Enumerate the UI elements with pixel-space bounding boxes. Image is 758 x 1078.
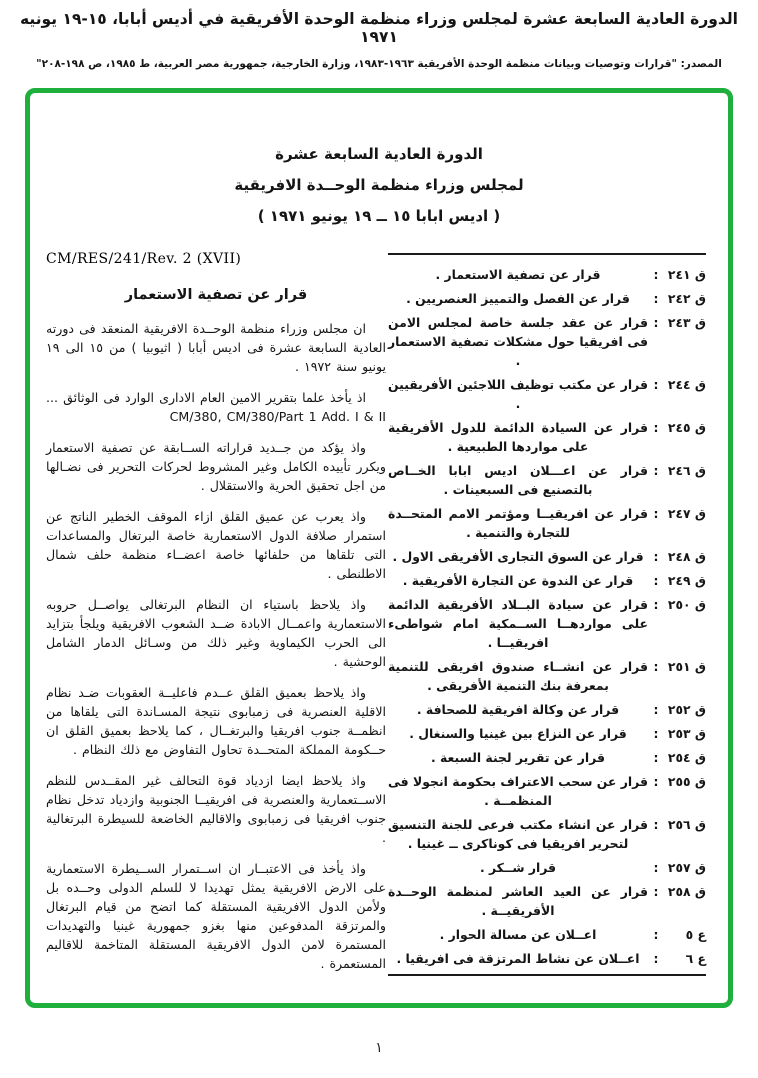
resolution-number: ق ٢٤٤ [667,377,706,392]
resolution-title: قرار عن السوق التجارى الأفريقى الاول . [392,549,644,564]
body-paragraph: واذ يؤكد من جــديد قراراته الســابقة عن تصفية الاستعمار ويكرر تأييده الكامل وغير المشروط لحركات التحرير فى نضـالها من اجل تحقيق الحرية والاستقلال . [46,440,386,493]
separator: : [653,549,659,564]
resolution-title: قرار عن اعـــلان اديس ابابا الخــاص بالتصنيع فى السبعينات . [388,463,648,497]
declaration-title: اعــلان عن مسالة الحوار . [439,927,597,942]
separator: : [653,597,659,612]
source-citation: المصدر: "قرارات وتوصيات وبيانات منظمة الوحدة الأفريقية ١٩٦٣-١٩٨٣، وزارة الخارجية، جمهورية مصر العربية، ط ١٩٨٥، ص ١٩٨-٢٠٨" [36,58,722,70]
index-item [388,949,706,968]
separator: : [653,860,659,875]
resolution-title: قرار عن مكتب توظيف اللاجئين الأفريقيين . [388,377,648,411]
body-paragraph: واذ يعرب عن عميق القلق ازاء الموقف الخطير الناتج عن استمرار صلافة الدول الاستعمارية خاصة البرتغال والمساعدات التى تلقاها من حلفائها خاصة اعضــاء منظمة حلف شمال الاطلنطى . [46,509,386,581]
separator: : [653,267,659,282]
body-paragraph: واذ يأخذ فى الاعتبــار ان اســتمرار الســيطرة الاستعمارية على الارض الافريقية يمثل تهديدا لا للسلم الدولى وحــده بل ولأمن الدول الافريقية المستقلة كما اتضح من قيام البرتغال والمرتزقة المدفوعين منها بغزو جمهورية غينيا والتهديدات المستمرة لامن الدول الافريقية المستقلة المتاخمة للاقاليم المستعمرة . [46,861,386,971]
resolution-number: ق ٢٥٦ [667,817,706,832]
resolution-title: قرار عن انشــاء صندوق افريقى للتنمية بمعرفة بنك التنمية الأفريقى . [388,659,648,693]
index-item [388,571,706,590]
separator: : [653,750,659,765]
resolutions-index-column [388,253,706,976]
resolution-title: قرار عن الفصل والتمييز العنصريين . [406,291,630,306]
index-item [388,595,706,652]
separator: : [653,291,659,306]
separator: : [653,774,659,789]
divider-top [388,253,706,255]
index-item [388,925,706,944]
separator: : [653,951,659,966]
resolution-number: ق ٢٤٩ [667,573,706,588]
separator: : [653,702,659,717]
resolution-number: ق ٢٥٤ [667,750,706,765]
resolution-title: قرار عن انشاء مكتب فرعى للجنة التنسيق لتحرير افريقيا فى كوناكرى ــ غينيا . [388,817,648,851]
resolution-title: قرار عن افريقيــا ومؤتمر الامم المتحــدة للتجارة والتنمية . [388,506,648,540]
separator: : [653,927,659,942]
resolution-title: قرار عن النزاع بين غينيا والسنغال . [409,726,627,741]
resolution-number: ق ٢٤٦ [667,463,706,478]
page-number: ١ [375,1040,383,1056]
index-item [388,418,706,456]
index-item [388,724,706,743]
resolution-number: ق ٢٥٣ [667,726,706,741]
resolution-number: ق ٢٥٠ [667,597,706,612]
declaration-title: اعــلان عن نشاط المرتزقة فى افريقيا . [396,951,640,966]
index-item [388,815,706,853]
separator: : [653,726,659,741]
resolution-title: قرار عن العيد العاشر لمنظمة الوحــدة الأفريقيــة . [388,884,648,918]
index-item [388,313,706,370]
resolution-number: ق ٢٥٧ [667,860,706,875]
resolution-number: ق ٢٥٥ [667,774,706,789]
divider-bottom [388,974,706,976]
title-line-1: الدورة العادية السابعة عشرة [275,145,483,163]
index-item [388,700,706,719]
index-item [388,858,706,877]
resolution-title: قرار عن سيادة البــلاد الأفريقية الدائمة على مواردهــا الســمكية امام شواطىء افريقيــا . [388,597,648,650]
index-item [388,375,706,413]
resolution-number: ق ٢٤٢ [667,291,706,306]
index-item [388,265,706,284]
separator: : [653,884,659,899]
declaration-number: ع ٥ [685,927,706,942]
session-title: الدورة العادية السابعة عشرة لمجلس وزراء منظمة الوحدة الأفريقية في أديس أبابا، ١٥-١٩ يونيه ١٩٧١ [20,10,738,46]
resolution-heading: قرار عن تصفية الاستعمار [124,287,308,303]
index-item [388,289,706,308]
resolution-number: ق ٢٥١ [667,659,706,674]
index-item [388,657,706,695]
resolution-title: قرار عن وكالة افريقية للصحافة . [416,702,620,717]
separator: : [653,506,659,521]
index-item [388,882,706,920]
resolution-number: ق ٢٤١ [667,267,706,282]
body-paragraph: واذ يلاحظ ايضا ازدياد قوة التحالف غير المقــدس للنظم الاســتعمارية والعنصرية فى افريقيــا الجنوبية وازدياد تدخل نظام جنوب افريقيا فى زمبابوى والاقاليم الخاضعة للسيطرة البرتغالية . [46,773,386,845]
index-item [388,504,706,542]
declaration-number: ع ٦ [685,951,706,966]
resolution-title: قرار عن الندوة عن التجارة الأفريقية . [402,573,634,588]
resolution-number: ق ٢٤٥ [667,420,706,435]
resolution-number: ق ٢٤٨ [667,549,706,564]
separator: : [653,659,659,674]
separator: : [653,315,659,330]
page-header [0,10,758,70]
document-title [30,145,728,238]
resolution-title: قرار عن السيادة الدائمة للدول الأفريقية على مواردها الطبيعية . [388,420,648,454]
index-item [388,547,706,566]
separator: : [653,573,659,588]
body-paragraph: واذ يلاحظ بعميق القلق عــدم فاعليــة العقوبات ضـد نظام الاقلية العنصرية فى زمبابوى نتيجة المسـاندة التى يلقاها من انظمــة جنوب افريقيا والبرتغــال ، كما يلاحظ بعميق القلق ان حــكومة المملكة المتحــدة تحاول التفاوض مع ذلك النظام . [46,685,386,757]
separator: : [653,420,659,435]
separator: : [653,817,659,832]
resolution-title: قرار عن تقرير لجنة السبعة . [431,750,605,765]
document-reference: CM/RES/241/Rev. 2 (XVII) [46,251,242,267]
resolution-number: ق ٢٤٣ [667,315,706,330]
resolution-number: ق ٢٤٧ [667,506,706,521]
index-item [388,772,706,810]
resolution-title: قرار عن تصفية الاستعمار . [435,267,601,282]
resolution-number: ق ٢٥٢ [667,702,706,717]
resolution-number: ق ٢٥٨ [667,884,706,899]
separator: : [653,377,659,392]
resolution-title: قرار شــكر . [479,860,557,875]
body-paragraph: واذ يلاحظ باستياء ان النظام البرتغالى يواصــل حروبه الاستعمارية واعمــال الابادة ضــد الشعوب الافريقية ويلجأ بتزايد الى الحرب الكيماوية وغير ذلك من وسـائل الدمار الشامل الوحشية . [46,597,386,669]
body-paragraph: ان مجلس وزراء منظمة الوحــدة الافريقية المنعقد فى دورته العادية السابعة عشرة فى اديس أبابا ( اثيوبيا ) من ١٥ الى ١٩ يونيو سنة ١٩٧٢ . [46,321,386,374]
body-paragraph: اذ يأخذ علما بتقرير الامين العام الادارى الوارد فى الوثائق ... CM/380, CM/380/Part 1 Add. I & II [46,390,386,424]
resolution-title: قرار عن سحب الاعتراف بحكومة انجولا فى المنظمــة . [388,774,648,808]
title-line-2: لمجلس وزراء منظمة الوحــدة الافريقية [234,176,524,194]
resolution-body-column [46,251,386,985]
separator: : [653,463,659,478]
index-item [388,748,706,767]
index-item [388,461,706,499]
resolution-title: قرار عن عقد جلسة خاصة لمجلس الامن فى افريقيا حول مشكلات تصفية الاستعمار . [388,315,648,368]
title-line-3: ( اديس ابابا ١٥ ــ ١٩ يونيو ١٩٧١ ) [257,207,501,225]
green-border-frame [25,88,733,1008]
